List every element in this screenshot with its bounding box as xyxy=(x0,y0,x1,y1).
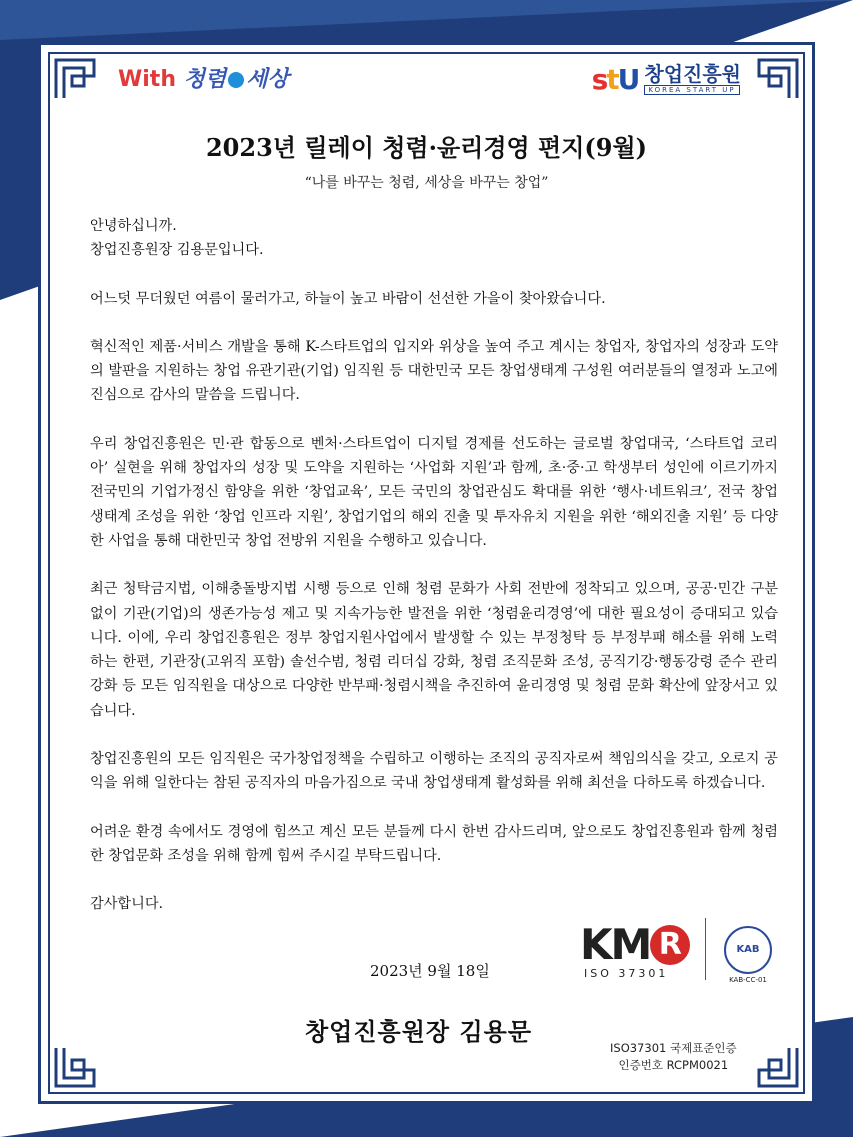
kmr-iso-text: ISO 37301 xyxy=(584,967,669,980)
paragraph: 창업진흥원의 모든 임직원은 국가창업정책을 수립하고 이행하는 조직의 공직자로써 책임의식을 갖고, 오로지 공익을 위해 일한다는 참된 공직자의 마음가짐으로 국내 창업생태계 활성화를 위해 최선을 다하도록 하겠습니다. xyxy=(90,751,778,792)
fret-ornament-icon xyxy=(52,1044,98,1090)
with-integrity-logo xyxy=(118,62,289,93)
globe-icon xyxy=(228,72,244,88)
logo-slogan-b: 세상 xyxy=(246,67,289,92)
paragraph: 최근 청탁금지법, 이해충돌방지법 시행 등으로 인해 청렴 문화가 사회 전반에 정착되고 있으며, 공공·민간 구분 없이 기관(기업)의 생존가능성 제고 및 지속가능한 발전을 위한 ‘청렴윤리경영’에 대한 필요성이 증대되고 있습니다. 이에, 우리 창업진흥원은 정부 창업지원사업에서 발생할 수 있는 부정청탁 등 부정부패 해소를 위해 노력하는 한편, 기관장(고위직 포함) 솔선수범, 청렴 리더십 강화, 청렴 조직문화 조성, 공직기강·행동강령 준수 관리 강화 등 모든 임직원을 대상으로 다양한 반부패·청렴시책을 추진하여 윤리경영 및 청렴 문화 확산에 앞장서고 있습니다. xyxy=(90,581,778,719)
org-name: 창업진흥원 xyxy=(644,62,741,86)
kab-seal-icon: KAB xyxy=(724,926,772,974)
paragraph: 혁신적인 제품·서비스 개발을 통해 K-스타트업의 입지와 위상을 높여 주고 계시는 창업자, 창업자의 성장과 도약의 발판을 지원하는 창업 유관기관(기업) 임직원 등 대한민국 모든 창업생태계 구성원 여러분들의 열정과 노고에 진심으로 감사의 말씀을 드립니다. xyxy=(90,338,778,404)
greeting-line: 창업진흥원장 김용문입니다. xyxy=(90,242,264,259)
paragraph: 어느덧 무더웠던 여름이 물러가고, 하늘이 높고 바람이 선선한 가을이 찾아왔습니다. xyxy=(90,290,606,307)
kab-logo xyxy=(718,926,778,984)
kised-logo xyxy=(592,60,741,98)
kmr-r-icon: R xyxy=(650,925,690,965)
kab-code: KAB-CC-01 xyxy=(729,976,767,984)
letter-title: 2023년 릴레이 청렴·윤리경영 편지(9월) xyxy=(205,133,648,162)
certification-info xyxy=(610,1040,737,1074)
logo-divider xyxy=(705,918,706,980)
cert-line: 인증번호 RCPM0021 xyxy=(618,1058,729,1072)
fret-ornament-icon xyxy=(52,56,98,102)
corner-decoration-top-light xyxy=(0,0,853,40)
fret-ornament-icon xyxy=(755,1044,801,1090)
closing: 감사합니다. xyxy=(90,896,164,913)
fret-ornament-icon xyxy=(755,56,801,102)
logo-with-text: With xyxy=(118,67,176,92)
greeting-line: 안녕하십니까. xyxy=(90,218,177,234)
stu-logo-icon: stU xyxy=(591,62,639,96)
letter-subtitle: “나를 바꾸는 청렴, 세상을 바꾸는 창업” xyxy=(304,175,549,191)
org-sub: KOREA START UP xyxy=(644,85,739,95)
signer-name: 창업진흥원장 김용문 xyxy=(305,1017,533,1046)
paragraph: 우리 창업진흥원은 민·관 합동으로 벤처·스타트업이 디지털 경제를 선도하는 글로벌 창업대국, ‘스타트업 코리아’ 실현을 위해 창업자의 성장 및 도약을 지원하는 ‘사업화 지원’과 함께, 초·중·고 학생부터 성인에 이르기까지 전국민의 기업가정신 함양을 위한 ‘창업교육’, 모든 국민의 창업관심도 확대를 위한 ‘행사·네트워크’, 전국 창업생태계 조성을 위한 ‘창업 인프라 지원’, 창업기업의 해외 진출 및 투자유치 지원을 위한 ‘해외진출 지원’ 등 다양한 사업을 통해 대한민국 창업 전방위 지원을 수행하고 있습니다. xyxy=(90,435,778,549)
letter-body xyxy=(90,214,778,941)
letter-date: 2023년 9월 18일 xyxy=(370,962,490,980)
cert-line: ISO37301 국제표준인증 xyxy=(610,1041,737,1055)
paragraph: 어려운 환경 속에서도 경영에 힘쓰고 계신 모든 분들께 다시 한번 감사드리며, 앞으로도 창업진흥원과 함께 청렴한 창업문화 조성을 위해 함께 힘써 주시길 부탁드립니다. xyxy=(90,823,778,864)
kmr-logo-text: KM xyxy=(580,920,651,969)
logo-slogan-a: 청렴 xyxy=(183,67,227,92)
kmr-logo xyxy=(580,920,690,980)
